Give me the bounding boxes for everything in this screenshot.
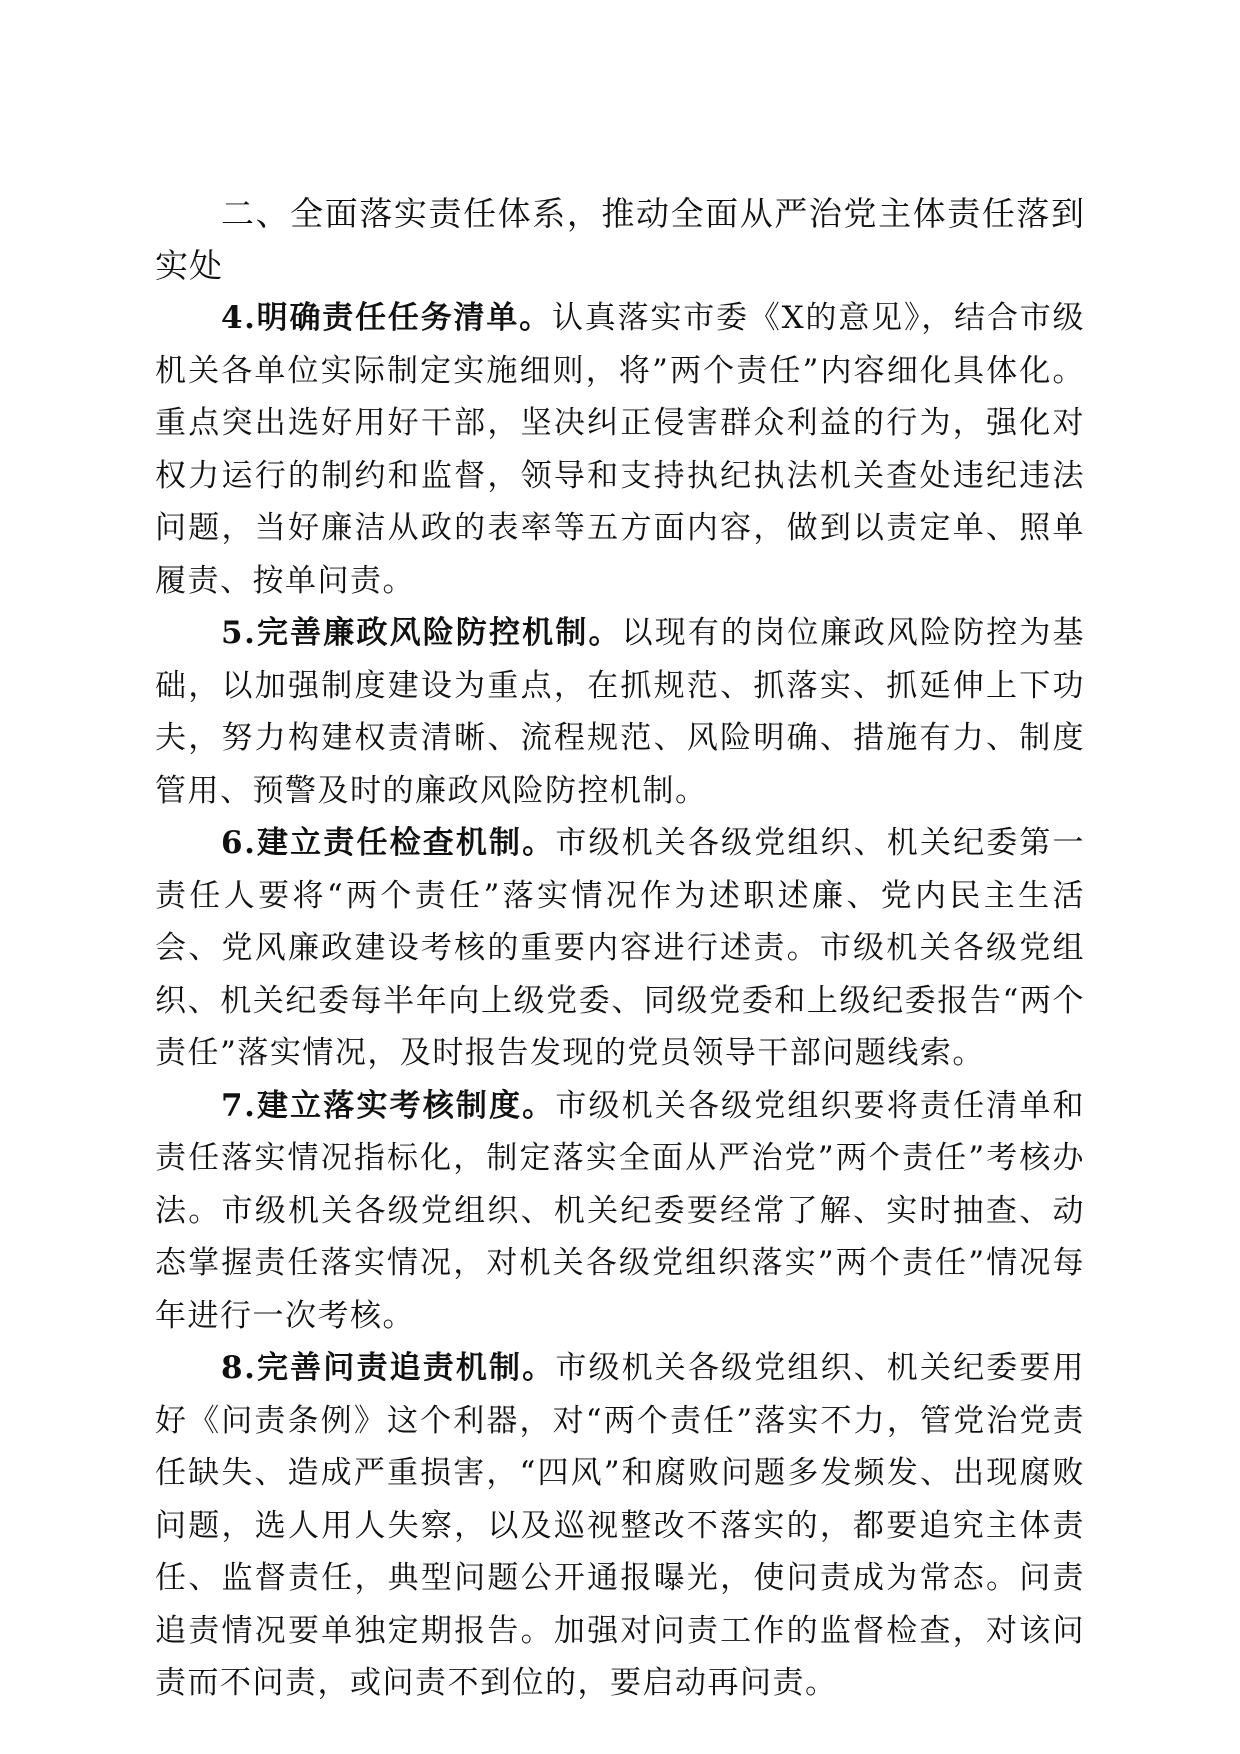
- paragraph-item-5: [155, 607, 1085, 817]
- paragraph-item-8: [155, 1342, 1085, 1710]
- item-body: 以现有的岗位廉政风险防控为基础，以加强制度建设为重点，在抓规范、抓落实、抓延伸上下功夫，努力构建权责清晰、流程规范、风险明确、措施有力、制度管用、预警及时的廉政风险防控机制。: [155, 615, 1086, 809]
- item-number: 7.: [221, 1087, 257, 1124]
- item-number: 8.: [221, 1350, 257, 1386]
- item-body: 市级机关各级党组织、机关纪委要用好《问责条例》这个利器，对“两个责任”落实不力，管党治党责任缺失、造成严重损害，“四风”和腐败问题多发频发、出现腐败问题，选人用人失察，以及巡视整改不落实的，都要追究主体责任、监督责任，典型问题公开通报曝光，使问责成为常态。问责追责情况要单独定期报告。加强对问责工作的监督检查，对该问责而不问责，或问责不到位的，要启动再问责。: [155, 1350, 1086, 1701]
- document-body: [155, 188, 1085, 1710]
- paragraph-item-6: [155, 817, 1085, 1080]
- item-body: 认真落实市委《X的意见》，结合市级机关各单位实际制定实施细则，将”两个责任”内容细化具体化。重点突出选好用好干部，坚决纠正侵害群众利益的行为，强化对权力运行的制约和监督，领导和支持执纪执法机关查处违纪违法问题，当好廉洁从政的表率等五方面内容，做到以责定单、照单履责、按单问责。: [155, 300, 1086, 599]
- item-body: 市级机关各级党组织、机关纪委第一责任人要将“两个责任”落实情况作为述职述廉、党内民主生活会、党风廉政建设考核的重要内容进行述责。市级机关各级党组织、机关纪委每半年向上级党委、同级党委和上级纪委报告“两个责任”落实情况，及时报告发现的党员领导干部问题线索。: [155, 825, 1086, 1071]
- item-title: 建立责任检查机制。: [256, 825, 556, 861]
- item-title: 建立落实考核制度。: [256, 1087, 556, 1124]
- section-heading: 二、全面落实责任体系，推动全面从严治党主体责任落到实处: [155, 194, 1085, 285]
- item-number: 6.: [221, 825, 257, 861]
- item-title: 明确责任任务清单。: [256, 300, 552, 336]
- item-number: 5.: [221, 615, 257, 651]
- item-body: 市级机关各级党组织要将责任清单和责任落实情况指标化，制定落实全面从严治党”两个责任”考核办法。市级机关各级党组织、机关纪委要经常了解、实时抽查、动态掌握责任落实情况，对机关各级党组织落实”两个责任”情况每年进行一次考核。: [155, 1087, 1086, 1334]
- paragraph-item-7: [155, 1080, 1085, 1343]
- item-number: 4.: [221, 300, 257, 336]
- item-title: 完善问责追责机制。: [256, 1350, 556, 1386]
- paragraph-item-4: [155, 292, 1085, 607]
- item-title: 完善廉政风险防控机制。: [256, 615, 622, 651]
